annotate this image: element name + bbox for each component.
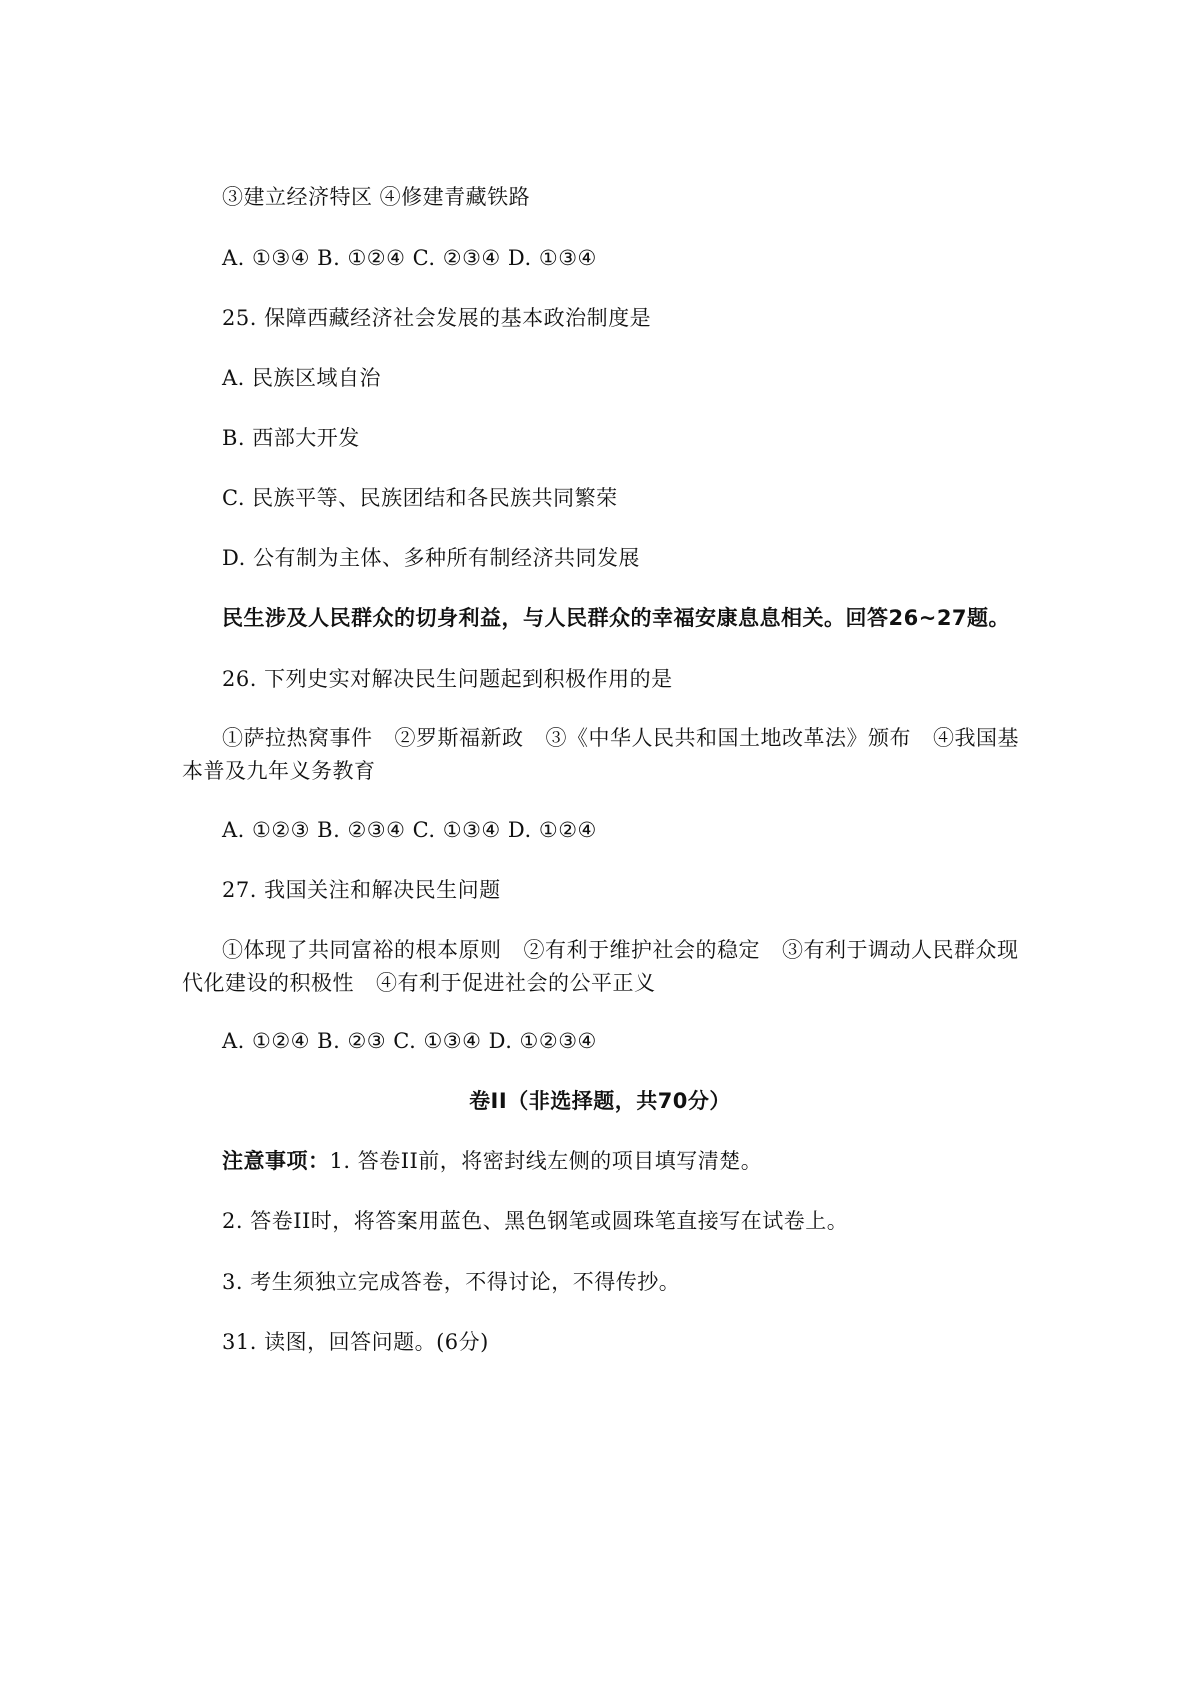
q27-option-4: ④有利于促进社会的公平正义	[376, 971, 656, 995]
option-line-3-4: ③建立经济特区 ④修建青藏铁路	[222, 185, 531, 209]
answer-choices-24: A. ①③④ B. ①②④ C. ②③④ D. ①③④	[222, 246, 597, 270]
q26-option-1: ①萨拉热窝事件	[222, 726, 373, 750]
notice-line-1	[222, 1145, 762, 1177]
q27-option-3: ③有利于调动人民群众现代化建设的积极性	[182, 938, 1019, 995]
question-31: 31. 读图，回答问题。(6分)	[222, 1330, 489, 1354]
answer-choices-27: A. ①②④ B. ②③ C. ①③④ D. ①②③④	[222, 1029, 597, 1053]
q26-option-3: ③《中华人民共和国土地改革法》颁布	[545, 726, 911, 750]
question-25-option-c: C. 民族平等、民族团结和各民族共同繁荣	[222, 486, 618, 510]
question-27: 27. 我国关注和解决民生问题	[222, 878, 501, 902]
question-25-option-a: A. 民族区域自治	[222, 366, 382, 390]
question-25: 25. 保障西藏经济社会发展的基本政治制度是	[222, 306, 652, 330]
q27-option-1: ①体现了共同富裕的根本原则	[222, 938, 502, 962]
notice-item-1: 1. 答卷II前，将密封线左侧的项目填写清楚。	[329, 1149, 763, 1173]
question-27-options	[182, 934, 1022, 1000]
notice-item-3: 3. 考生须独立完成答卷，不得讨论，不得传抄。	[222, 1270, 681, 1294]
q27-option-2: ②有利于维护社会的稳定	[523, 938, 760, 962]
notice-label: 注意事项：	[222, 1149, 330, 1173]
question-26-options	[182, 722, 1022, 788]
question-26: 26. 下列史实对解决民生问题起到积极作用的是	[222, 667, 673, 691]
notice-item-2: 2. 答卷II时，将答案用蓝色、黑色钢笔或圆珠笔直接写在试卷上。	[222, 1209, 849, 1233]
section-intro-26-27: 民生涉及人民群众的切身利益，与人民群众的幸福安康息息相关。回答26~27题。	[222, 606, 1011, 630]
q26-option-4: ④我国基本普及九年义务教育	[182, 726, 1019, 783]
answer-choices-26: A. ①②③ B. ②③④ C. ①③④ D. ①②④	[222, 818, 597, 842]
question-25-option-d: D. 公有制为主体、多种所有制经济共同发展	[222, 546, 640, 570]
section-title-volume-2: 卷II（非选择题，共70分）	[469, 1089, 731, 1113]
q26-option-2: ②罗斯福新政	[394, 726, 524, 750]
question-25-option-b: B. 西部大开发	[222, 426, 360, 450]
